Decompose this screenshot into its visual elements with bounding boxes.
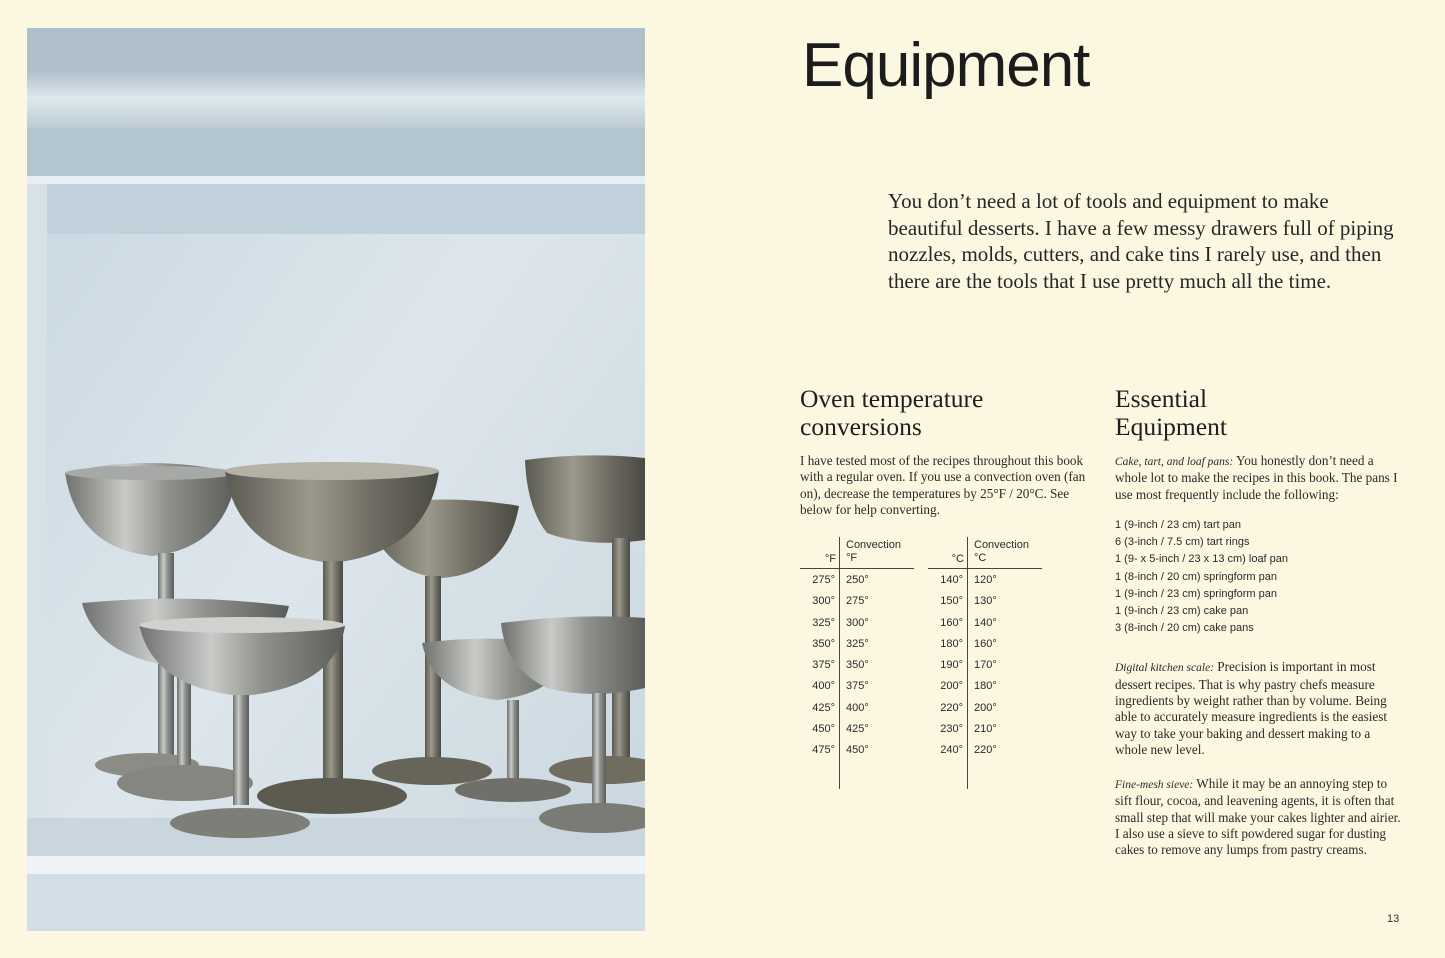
convection-temp: 275° (846, 595, 869, 608)
equipment-heading (1115, 385, 1227, 441)
equipment-heading-line1: Essential (1115, 384, 1208, 413)
convection-temp: 200° (974, 701, 997, 714)
scale-label: Digital kitchen scale: (1115, 662, 1214, 675)
table-row (928, 590, 1042, 611)
convection-temp: 160° (974, 637, 997, 650)
header-convection-unit: °C (974, 552, 987, 564)
list-item: 3 (8-inch / 20 cm) cake pans (1115, 622, 1254, 635)
table-row (928, 633, 1042, 654)
pans-text: You honestly don’t need a whole lot to make the recipes in this book. The pans I use most frequently include the following: (1115, 453, 1398, 502)
regular-temp: 190° (940, 659, 963, 672)
equipment-heading-line2: Equipment (1115, 412, 1227, 441)
regular-temp: 400° (812, 680, 835, 693)
pans-label: Cake, tart, and loaf pans: (1115, 456, 1234, 468)
regular-temp: 160° (940, 616, 963, 629)
sieve-label: Fine-mesh sieve: (1115, 779, 1194, 792)
table-row (928, 654, 1042, 675)
regular-temp: 375° (812, 659, 835, 672)
header-celsius: °C (951, 553, 964, 565)
list-item: 1 (8-inch / 20 cm) springform pan (1115, 570, 1278, 583)
header-convection-unit: °F (846, 552, 858, 564)
convection-temp: 400° (846, 701, 869, 714)
oven-heading-line2: conversions (800, 412, 922, 441)
table-row (800, 633, 914, 654)
list-item: 1 (9-inch / 23 cm) cake pan (1115, 604, 1249, 617)
regular-temp: 150° (940, 595, 963, 608)
regular-temp: 350° (812, 637, 835, 650)
convection-temp: 210° (974, 723, 997, 736)
regular-temp: 200° (940, 680, 963, 693)
pans-list (1115, 517, 1405, 637)
table-row (928, 739, 1042, 760)
oven-paragraph: I have tested most of the recipes throughout this book with a regular oven. If you use a convection oven (fan on), decrease the temperatures by 25°F / 20°C. See below for help converting. (800, 453, 1086, 517)
coupe-glasses-photo (27, 28, 645, 931)
page-title: Equipment (802, 31, 1090, 100)
table-row (928, 612, 1042, 633)
list-item: 1 (9-inch / 23 cm) tart pan (1115, 518, 1241, 531)
equipment-section (1115, 453, 1405, 859)
regular-temp: 220° (940, 701, 963, 714)
table-row (800, 718, 914, 739)
regular-temp: 425° (812, 701, 835, 714)
scale-paragraph (1115, 659, 1405, 758)
table-row (800, 654, 914, 675)
table-row (928, 697, 1042, 718)
regular-temp: 240° (940, 744, 963, 757)
table-header (928, 537, 1042, 569)
header-convection-celsius (974, 539, 1029, 565)
regular-temp: 300° (812, 595, 835, 608)
convection-temp: 300° (846, 616, 869, 629)
regular-temp: 140° (940, 574, 963, 586)
table-row (928, 675, 1042, 696)
scale-text: Precision is important in most dessert recipes. That is why pastry chefs measure ingredients by weight rather than by volume. Being able to accurately measure ingredients is the easiest way to take your baking and dessert making to a whole new level. (1115, 659, 1388, 757)
convection-temp: 120° (974, 574, 997, 586)
convection-temp: 140° (974, 616, 997, 629)
fahrenheit-table (800, 537, 914, 761)
table-row (800, 569, 914, 590)
sieve-text: While it may be an annoying step to sift flour, cocoa, and leavening agents, it is often that small step that will make your cakes lighter and airier. I also use a sieve to sift powdered sugar for dusting cakes to remove any lumps from pastry creams. (1115, 776, 1401, 858)
convection-temp: 425° (846, 723, 869, 736)
convection-temp: 180° (974, 680, 997, 693)
convection-temp: 220° (974, 744, 997, 757)
pans-paragraph (1115, 453, 1405, 503)
convection-temp: 350° (846, 659, 869, 672)
convection-temp: 450° (846, 744, 869, 757)
table-row (800, 675, 914, 696)
regular-temp: 325° (812, 616, 835, 629)
table-header (800, 537, 914, 569)
list-item: 1 (9-inch / 23 cm) springform pan (1115, 587, 1278, 600)
regular-temp: 230° (940, 723, 963, 736)
intro-paragraph: You don’t need a lot of tools and equipment to make beautiful desserts. I have a few messy drawers full of piping nozzles, molds, cutters, and cake tins I rarely use, and then there are the tools that I use pretty much all the time. (888, 189, 1394, 293)
oven-heading-line1: Oven temperature (800, 384, 984, 413)
table-row (928, 718, 1042, 739)
oven-heading (800, 385, 983, 441)
convection-temp: 375° (846, 680, 869, 693)
convection-temp: 170° (974, 659, 997, 672)
header-convection-label: Convection (846, 539, 902, 551)
list-item: 1 (9- x 5-inch / 23 x 13 cm) loaf pan (1115, 553, 1289, 566)
page-number: 13 (1387, 913, 1400, 925)
table-row (800, 739, 914, 760)
sieve-paragraph (1115, 776, 1405, 858)
regular-temp: 180° (940, 637, 963, 650)
header-convection-fahrenheit (846, 539, 901, 565)
header-convection-label: Convection (974, 539, 1030, 551)
convection-temp: 130° (974, 595, 997, 608)
regular-temp: 275° (812, 574, 835, 586)
celsius-table (928, 537, 1042, 761)
table-row (800, 697, 914, 718)
table-row (800, 590, 914, 611)
header-fahrenheit: °F (824, 553, 836, 565)
list-item: 6 (3-inch / 7.5 cm) tart rings (1115, 536, 1250, 549)
regular-temp: 475° (812, 744, 835, 757)
table-row (800, 612, 914, 633)
convection-temp: 325° (846, 637, 869, 650)
convection-temp: 250° (846, 574, 869, 586)
regular-temp: 450° (812, 723, 835, 736)
table-row (928, 569, 1042, 590)
